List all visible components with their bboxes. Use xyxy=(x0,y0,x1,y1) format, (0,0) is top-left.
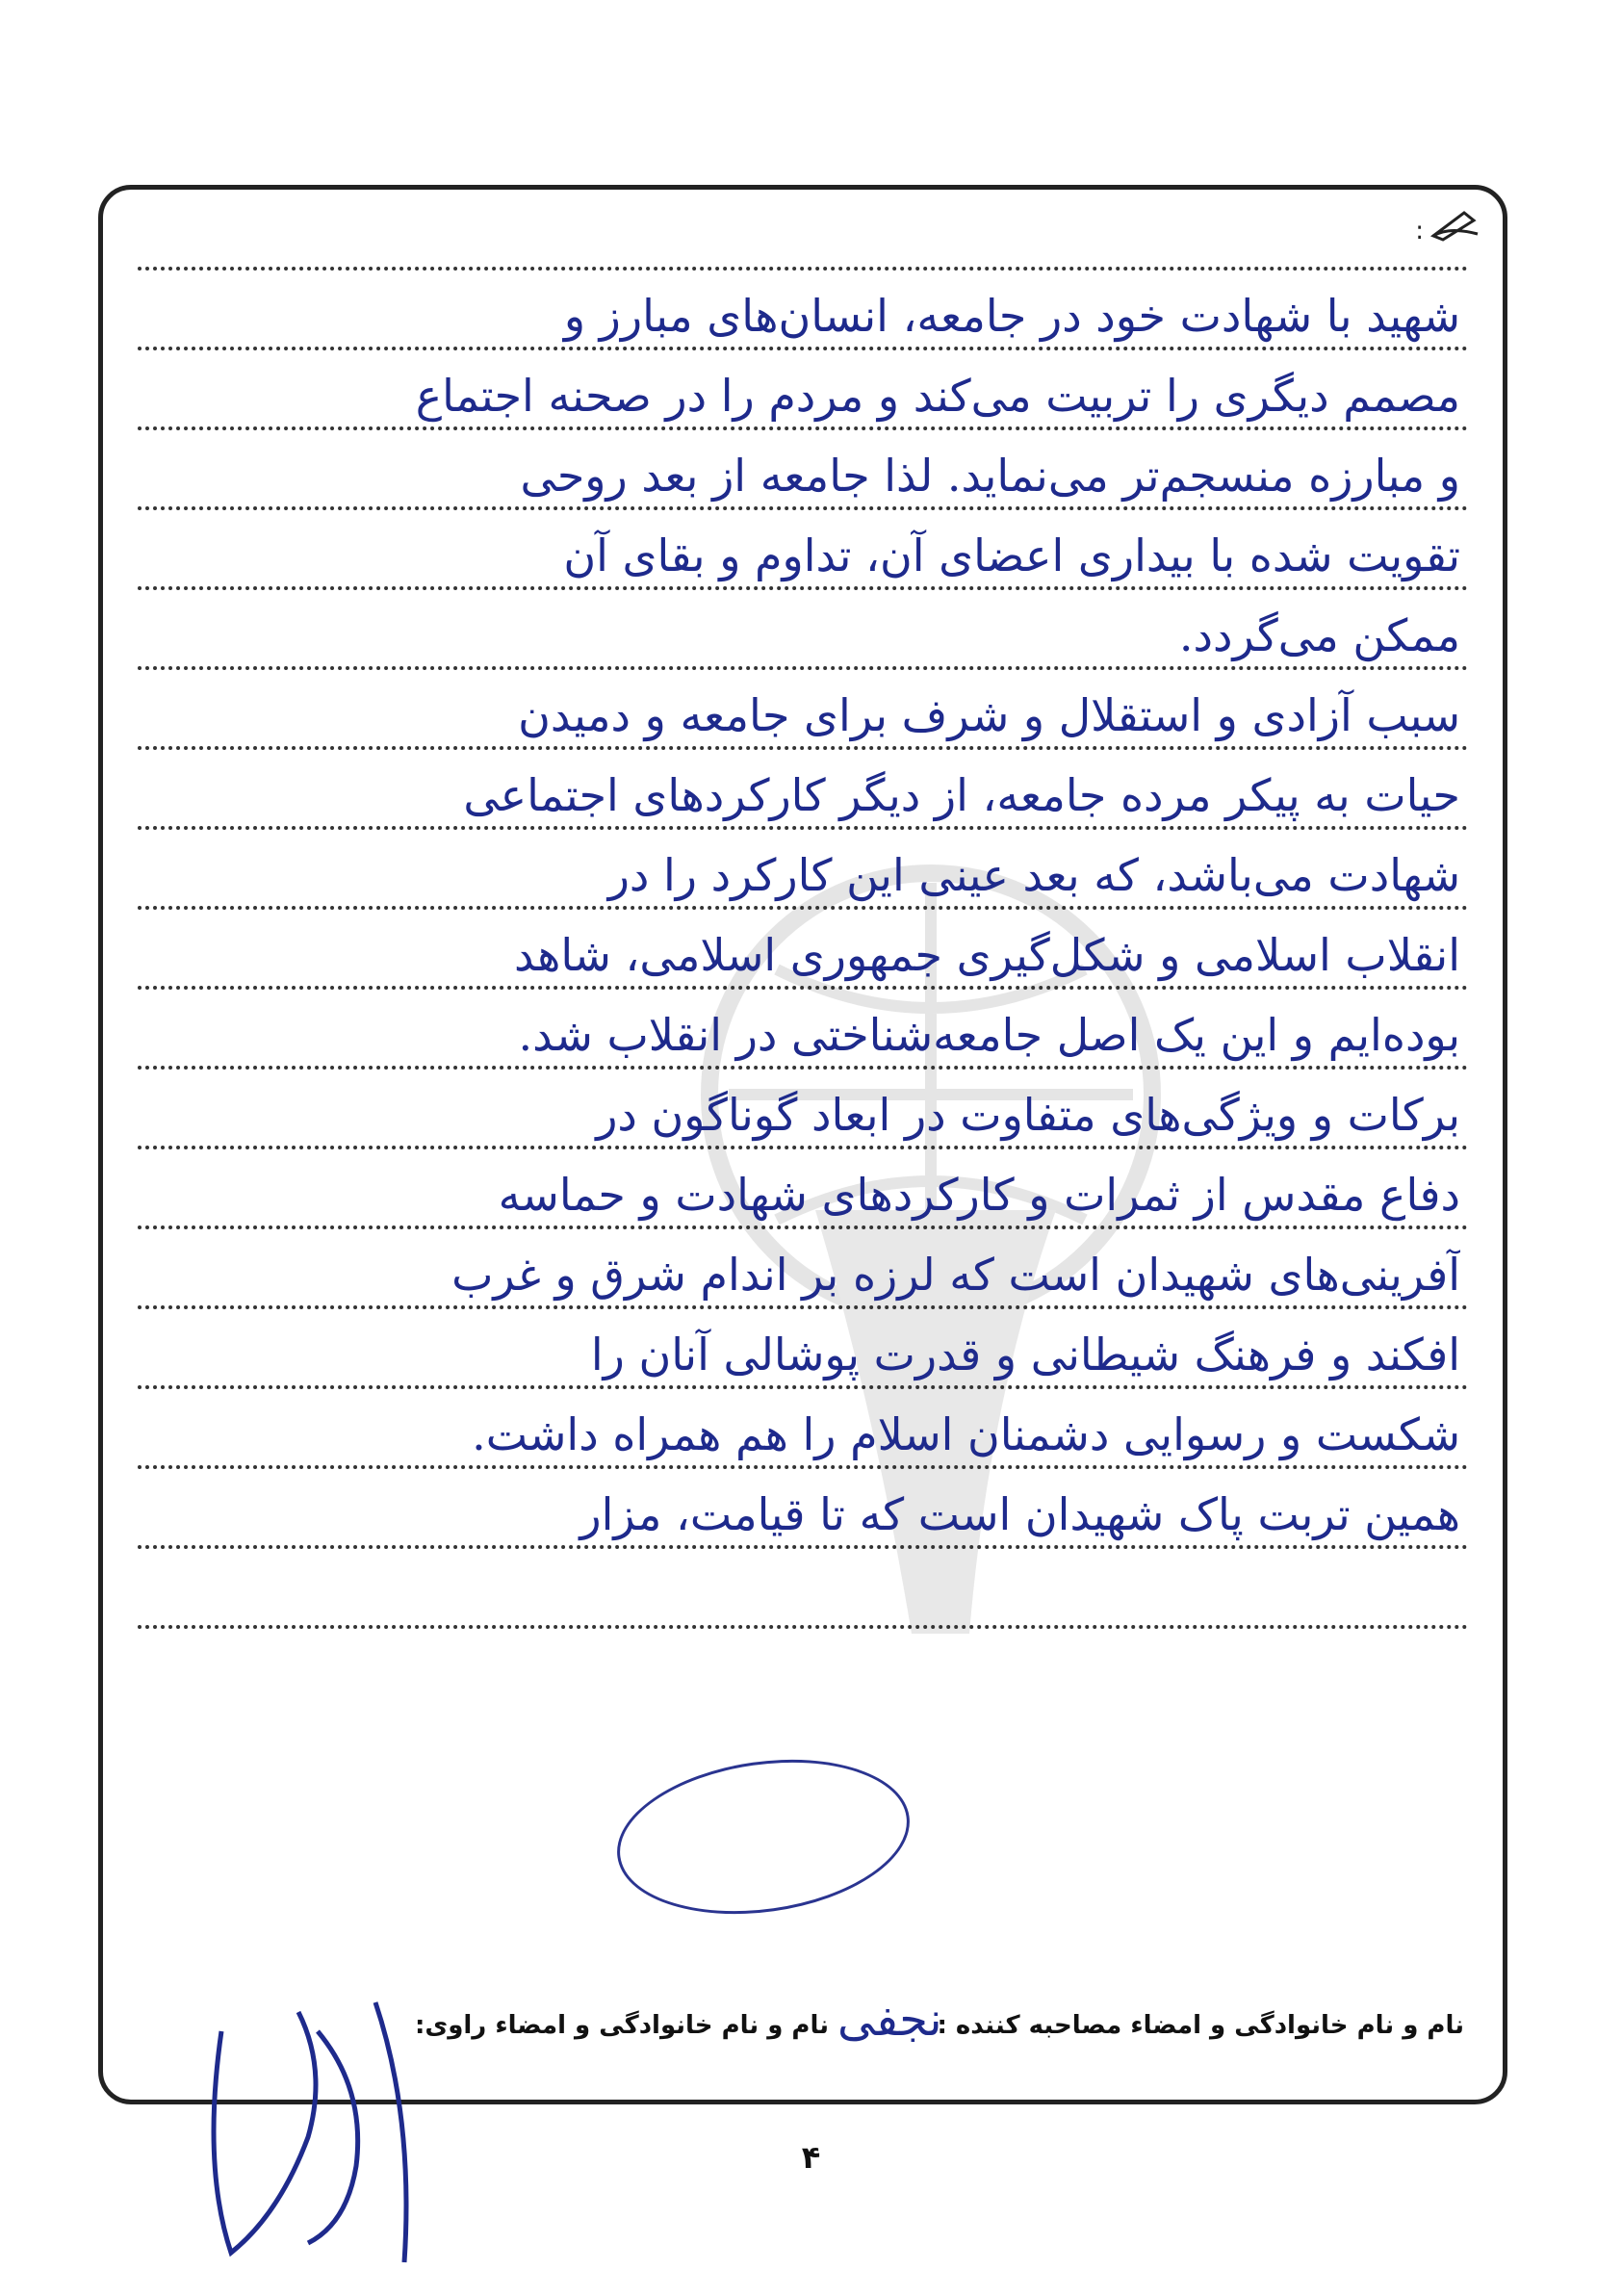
ruled-line xyxy=(138,270,1468,350)
handwritten-line: شهید با شهادت خود در جامعه، انسان‌های مبارز و xyxy=(563,289,1460,342)
handwritten-line: و مبارزه منسجم‌تر می‌نماید. لذا جامعه از بعد روحی xyxy=(520,449,1460,502)
narrator-signature-scribble xyxy=(193,1974,443,2282)
handwritten-line: آفرینی‌های شهیدان است که لرزه بر اندام شرق و غرب xyxy=(451,1248,1460,1301)
handwritten-line: همین تربت پاک شهیدان است که تا قیامت، مزار xyxy=(579,1487,1460,1540)
note-label: : xyxy=(1415,217,1424,245)
handwritten-line: حیات به پیکر مرده جامعه، از دیگر کارکردهای اجتماعی xyxy=(463,768,1460,821)
ruled-line xyxy=(138,589,1468,670)
handwritten-line: سبب آزادی و استقلال و شرف برای جامعه و دمیدن xyxy=(518,688,1460,741)
handwritten-line: شکست و رسوایی دشمنان اسلام را هم همراه داشت. xyxy=(472,1407,1460,1460)
ruled-line xyxy=(138,1308,1468,1389)
handwritten-line: افکند و فرهنگ شیطانی و قدرت پوشالی آنان را xyxy=(590,1328,1460,1380)
ruled-line xyxy=(138,1548,1468,1629)
interviewer-signature: نجفی xyxy=(837,1993,942,2047)
handwritten-line: دفاع مقدس از ثمرات و کارکردهای شهادت و حماسه xyxy=(498,1168,1460,1221)
interviewer-signature-label: نام و نام خانوادگی و امضاء مصاحبه کننده : xyxy=(937,2011,1464,2040)
handwritten-line: تقویت شده با بیداری اعضای آن، تداوم و بقای آن xyxy=(563,529,1460,581)
ruled-line xyxy=(138,669,1468,750)
ruled-line xyxy=(138,1468,1468,1549)
ruled-line xyxy=(138,190,1468,271)
page-number: ۴ xyxy=(801,2139,821,2176)
ruled-line xyxy=(138,509,1468,590)
ruled-line xyxy=(138,349,1468,430)
ruled-line xyxy=(138,1228,1468,1309)
handwritten-line: مصمم دیگری را تربیت می‌کند و مردم را در صحنه اجتماع xyxy=(415,369,1460,422)
handwritten-line: برکات و ویژگی‌های متفاوت در ابعاد گوناگون در xyxy=(596,1088,1460,1141)
handwritten-line: ممکن می‌گردد. xyxy=(1178,608,1460,661)
handwritten-line: انقلاب اسلامی و شکل‌گیری جمهوری اسلامی، شاهد xyxy=(513,928,1460,981)
ruled-line xyxy=(138,1388,1468,1469)
ruled-line xyxy=(138,429,1468,510)
ruled-line xyxy=(138,1148,1468,1229)
ruled-line xyxy=(138,1069,1468,1149)
handwritten-line: بوده‌ایم و این یک اصل جامعه‌شناختی در انقلاب شد. xyxy=(518,1008,1460,1061)
narrator-signature-label: نام و نام خانوادگی و امضاء راوی: xyxy=(415,2011,829,2040)
handwritten-line: شهادت می‌باشد، که بعد عینی این کارکرد را در xyxy=(607,848,1460,901)
ruled-line xyxy=(138,909,1468,990)
ruled-line xyxy=(138,829,1468,910)
ruled-line xyxy=(138,989,1468,1070)
ruled-line xyxy=(138,749,1468,830)
